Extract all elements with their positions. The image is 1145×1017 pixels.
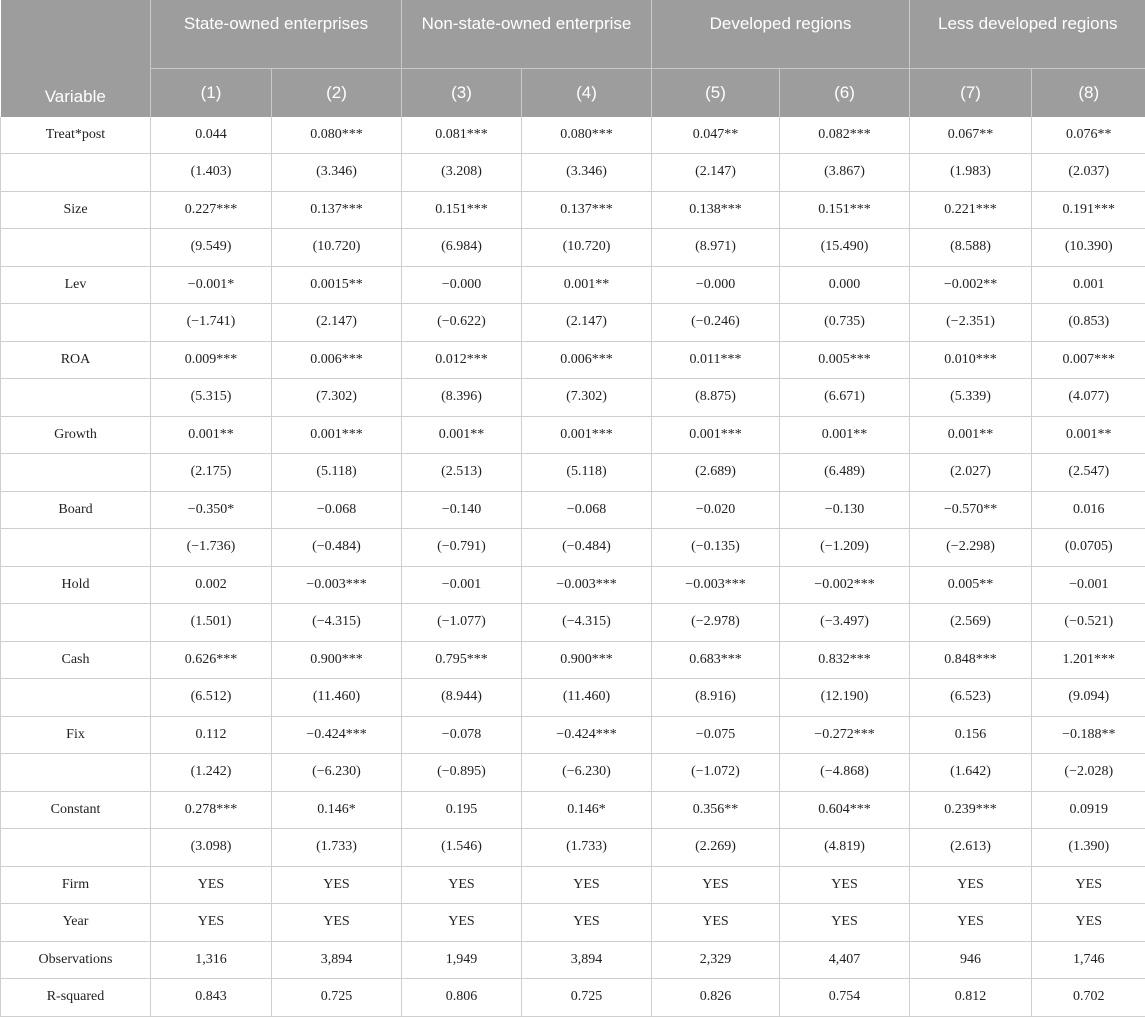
row-label: Growth: [1, 416, 151, 454]
table-cell: 0.001: [1032, 266, 1145, 304]
table-cell: 0.626***: [151, 641, 272, 679]
table-cell: −0.078: [402, 716, 522, 754]
row-label: [1, 454, 151, 492]
table-cell: (3.208): [402, 154, 522, 192]
table-cell: (−0.895): [402, 754, 522, 792]
table-cell: −0.001: [402, 566, 522, 604]
table-cell: (7.302): [522, 379, 652, 417]
table-cell: (1.390): [1032, 829, 1145, 867]
row-label: [1, 379, 151, 417]
table-cell: −0.002**: [910, 266, 1032, 304]
table-cell: 946: [910, 941, 1032, 979]
table-cell: (6.984): [402, 229, 522, 267]
table-body: [1, 117, 1145, 1017]
table-cell: −0.424***: [522, 716, 652, 754]
table-cell: YES: [1032, 904, 1145, 942]
column-header-3: (3): [402, 68, 522, 117]
table-cell: (5.118): [522, 454, 652, 492]
table-cell: (10.720): [522, 229, 652, 267]
row-label: Observations: [1, 941, 151, 979]
table-cell: (−6.230): [272, 754, 402, 792]
table-row: [1, 379, 1145, 417]
table-cell: YES: [272, 866, 402, 904]
table-cell: (−2.978): [652, 604, 780, 642]
table-cell: 0.826: [652, 979, 780, 1017]
row-label: Fix: [1, 716, 151, 754]
table-row: [1, 191, 1145, 229]
table-cell: (9.549): [151, 229, 272, 267]
table-cell: 0.146*: [522, 791, 652, 829]
table-header: [1, 0, 1145, 117]
table-cell: 0.156: [910, 716, 1032, 754]
row-label: Hold: [1, 566, 151, 604]
table-cell: (−4.315): [272, 604, 402, 642]
table-cell: 0.604***: [780, 791, 910, 829]
table-cell: YES: [780, 904, 910, 942]
column-number-row: [1, 68, 1145, 117]
table-cell: (1.501): [151, 604, 272, 642]
table-cell: 3,894: [522, 941, 652, 979]
table-cell: (5.339): [910, 379, 1032, 417]
table-cell: (0.0705): [1032, 529, 1145, 567]
table-cell: (2.175): [151, 454, 272, 492]
table-cell: (2.569): [910, 604, 1032, 642]
table-cell: YES: [652, 904, 780, 942]
table-row: [1, 791, 1145, 829]
table-cell: 0.081***: [402, 117, 522, 154]
table-row: [1, 529, 1145, 567]
table-cell: 0.006***: [522, 341, 652, 379]
table-cell: 0.001***: [272, 416, 402, 454]
row-label: R-squared: [1, 979, 151, 1017]
table-cell: (12.190): [780, 679, 910, 717]
table-cell: 0.806: [402, 979, 522, 1017]
table-cell: −0.140: [402, 491, 522, 529]
table-cell: 0.001***: [652, 416, 780, 454]
table-cell: 0.001**: [1032, 416, 1145, 454]
table-cell: 0.001**: [780, 416, 910, 454]
table-cell: 0.191***: [1032, 191, 1145, 229]
table-cell: 0.702: [1032, 979, 1145, 1017]
row-label: Size: [1, 191, 151, 229]
table-cell: (1.242): [151, 754, 272, 792]
table-cell: −0.000: [402, 266, 522, 304]
table-cell: 0.900***: [522, 641, 652, 679]
table-cell: 0.007***: [1032, 341, 1145, 379]
table-cell: (8.875): [652, 379, 780, 417]
table-cell: 0.795***: [402, 641, 522, 679]
table-cell: (10.390): [1032, 229, 1145, 267]
column-header-4: (4): [522, 68, 652, 117]
table-row: [1, 641, 1145, 679]
table-cell: 0.138***: [652, 191, 780, 229]
table-cell: (−2.351): [910, 304, 1032, 342]
table-cell: YES: [151, 904, 272, 942]
table-cell: −0.020: [652, 491, 780, 529]
row-label: Board: [1, 491, 151, 529]
table-cell: (2.513): [402, 454, 522, 492]
table-cell: (6.512): [151, 679, 272, 717]
group-header-non-state-owned: Non-state-owned enterprise: [402, 0, 652, 68]
group-header-developed: Developed regions: [652, 0, 910, 68]
column-header-7: (7): [910, 68, 1032, 117]
table-cell: YES: [402, 904, 522, 942]
table-cell: (−0.622): [402, 304, 522, 342]
table-cell: (−0.791): [402, 529, 522, 567]
table-cell: (−4.315): [522, 604, 652, 642]
table-cell: 0.0919: [1032, 791, 1145, 829]
table-cell: (1.642): [910, 754, 1032, 792]
column-header-1: (1): [151, 68, 272, 117]
table-cell: (−1.077): [402, 604, 522, 642]
table-row: [1, 566, 1145, 604]
table-cell: 0.002: [151, 566, 272, 604]
table-cell: (2.547): [1032, 454, 1145, 492]
table-cell: 0.047**: [652, 117, 780, 154]
table-row: [1, 416, 1145, 454]
table-row: [1, 979, 1145, 1017]
table-cell: 0.112: [151, 716, 272, 754]
table-cell: 0.151***: [402, 191, 522, 229]
table-cell: −0.068: [272, 491, 402, 529]
table-cell: YES: [402, 866, 522, 904]
table-cell: (−2.298): [910, 529, 1032, 567]
table-cell: (−0.135): [652, 529, 780, 567]
table-cell: 0.221***: [910, 191, 1032, 229]
table-cell: (−0.484): [522, 529, 652, 567]
table-cell: (−0.484): [272, 529, 402, 567]
group-header-state-owned: State-owned enterprises: [151, 0, 402, 68]
table-cell: (2.147): [652, 154, 780, 192]
table-row: [1, 866, 1145, 904]
table-cell: 0.001**: [402, 416, 522, 454]
table-cell: (6.523): [910, 679, 1032, 717]
row-label: Cash: [1, 641, 151, 679]
table-cell: 0.725: [522, 979, 652, 1017]
table-cell: 0.151***: [780, 191, 910, 229]
table-cell: (8.971): [652, 229, 780, 267]
table-row: [1, 679, 1145, 717]
table-cell: −0.000: [652, 266, 780, 304]
table-cell: 0.725: [272, 979, 402, 1017]
table-cell: (8.588): [910, 229, 1032, 267]
table-cell: (0.735): [780, 304, 910, 342]
table-cell: (1.546): [402, 829, 522, 867]
table-cell: −0.075: [652, 716, 780, 754]
table-cell: 0.080***: [522, 117, 652, 154]
table-cell: (8.396): [402, 379, 522, 417]
table-cell: −0.272***: [780, 716, 910, 754]
table-cell: 0.012***: [402, 341, 522, 379]
table-cell: 0.0015**: [272, 266, 402, 304]
table-cell: (2.147): [522, 304, 652, 342]
group-header-less-developed: Less developed regions: [910, 0, 1145, 68]
table-cell: 0.356**: [652, 791, 780, 829]
table-cell: 0.001**: [522, 266, 652, 304]
variable-header: Variable: [1, 0, 151, 117]
table-cell: (5.315): [151, 379, 272, 417]
table-cell: 0.832***: [780, 641, 910, 679]
table-cell: 0.278***: [151, 791, 272, 829]
table-cell: 0.067**: [910, 117, 1032, 154]
table-cell: (15.490): [780, 229, 910, 267]
column-header-6: (6): [780, 68, 910, 117]
table-cell: 2,329: [652, 941, 780, 979]
table-cell: YES: [522, 904, 652, 942]
table-row: [1, 117, 1145, 154]
table-cell: YES: [910, 904, 1032, 942]
table-cell: 0.812: [910, 979, 1032, 1017]
table-cell: −0.003***: [272, 566, 402, 604]
table-cell: YES: [151, 866, 272, 904]
table-cell: 0.005***: [780, 341, 910, 379]
table-cell: (−1.209): [780, 529, 910, 567]
table-cell: 1.201***: [1032, 641, 1145, 679]
table-cell: −0.068: [522, 491, 652, 529]
table-cell: 0.137***: [272, 191, 402, 229]
table-cell: 3,894: [272, 941, 402, 979]
table-cell: (−2.028): [1032, 754, 1145, 792]
row-label: [1, 154, 151, 192]
table-cell: (−0.521): [1032, 604, 1145, 642]
table-cell: 0.000: [780, 266, 910, 304]
table-cell: −0.002***: [780, 566, 910, 604]
table-row: [1, 341, 1145, 379]
table-cell: 0.006***: [272, 341, 402, 379]
table-cell: (9.094): [1032, 679, 1145, 717]
table-cell: YES: [910, 866, 1032, 904]
table-cell: 0.001**: [151, 416, 272, 454]
table-cell: 0.016: [1032, 491, 1145, 529]
table-cell: −0.003***: [522, 566, 652, 604]
table-cell: (−3.497): [780, 604, 910, 642]
table-cell: 0.010***: [910, 341, 1032, 379]
table-cell: (−4.868): [780, 754, 910, 792]
table-cell: (2.269): [652, 829, 780, 867]
table-cell: (6.671): [780, 379, 910, 417]
table-row: [1, 829, 1145, 867]
table-cell: −0.350*: [151, 491, 272, 529]
table-cell: (8.944): [402, 679, 522, 717]
table-cell: (1.983): [910, 154, 1032, 192]
table-cell: −0.001*: [151, 266, 272, 304]
table-row: [1, 491, 1145, 529]
table-row: [1, 604, 1145, 642]
table-cell: (−1.741): [151, 304, 272, 342]
table-row: [1, 154, 1145, 192]
table-row: [1, 229, 1145, 267]
table-cell: YES: [522, 866, 652, 904]
table-cell: (10.720): [272, 229, 402, 267]
table-cell: 0.848***: [910, 641, 1032, 679]
table-cell: (−1.736): [151, 529, 272, 567]
table-cell: 1,746: [1032, 941, 1145, 979]
table-cell: (11.460): [272, 679, 402, 717]
row-label: [1, 679, 151, 717]
table-cell: (3.867): [780, 154, 910, 192]
row-label: Lev: [1, 266, 151, 304]
table-cell: 1,316: [151, 941, 272, 979]
table-cell: (8.916): [652, 679, 780, 717]
table-cell: (3.346): [522, 154, 652, 192]
table-cell: (−1.072): [652, 754, 780, 792]
table-cell: (3.098): [151, 829, 272, 867]
table-cell: (11.460): [522, 679, 652, 717]
row-label: [1, 529, 151, 567]
table-cell: 0.044: [151, 117, 272, 154]
table-cell: 0.001**: [910, 416, 1032, 454]
table-cell: 0.009***: [151, 341, 272, 379]
table-cell: 0.146*: [272, 791, 402, 829]
table-cell: 0.195: [402, 791, 522, 829]
table-cell: (1.733): [522, 829, 652, 867]
table-cell: (5.118): [272, 454, 402, 492]
row-label: Year: [1, 904, 151, 942]
table-row: [1, 716, 1145, 754]
row-label: Treat*post: [1, 117, 151, 154]
table-cell: (1.733): [272, 829, 402, 867]
table-cell: 0.683***: [652, 641, 780, 679]
table-row: [1, 304, 1145, 342]
table-cell: (4.819): [780, 829, 910, 867]
table-cell: 1,949: [402, 941, 522, 979]
column-header-5: (5): [652, 68, 780, 117]
table-cell: (1.403): [151, 154, 272, 192]
table-cell: (−6.230): [522, 754, 652, 792]
table-cell: 0.076**: [1032, 117, 1145, 154]
table-cell: 0.843: [151, 979, 272, 1017]
row-label: [1, 229, 151, 267]
row-label: Constant: [1, 791, 151, 829]
table-cell: (2.027): [910, 454, 1032, 492]
table-cell: −0.130: [780, 491, 910, 529]
table-cell: (7.302): [272, 379, 402, 417]
table-row: [1, 266, 1145, 304]
table-cell: 0.239***: [910, 791, 1032, 829]
table-cell: (2.689): [652, 454, 780, 492]
table-cell: (3.346): [272, 154, 402, 192]
table-row: [1, 904, 1145, 942]
table-cell: 4,407: [780, 941, 910, 979]
table-cell: (6.489): [780, 454, 910, 492]
row-label: [1, 604, 151, 642]
table-cell: −0.003***: [652, 566, 780, 604]
table-cell: (0.853): [1032, 304, 1145, 342]
table-cell: −0.001: [1032, 566, 1145, 604]
row-label: [1, 304, 151, 342]
table-cell: 0.011***: [652, 341, 780, 379]
table-cell: 0.005**: [910, 566, 1032, 604]
table-cell: 0.082***: [780, 117, 910, 154]
table-row: [1, 941, 1145, 979]
table-cell: (−0.246): [652, 304, 780, 342]
table-cell: 0.137***: [522, 191, 652, 229]
table-cell: 0.227***: [151, 191, 272, 229]
table-cell: YES: [1032, 866, 1145, 904]
row-label: [1, 829, 151, 867]
table-cell: (2.037): [1032, 154, 1145, 192]
table-cell: 0.001***: [522, 416, 652, 454]
column-header-2: (2): [272, 68, 402, 117]
table-cell: YES: [780, 866, 910, 904]
table-cell: −0.424***: [272, 716, 402, 754]
table-cell: (2.147): [272, 304, 402, 342]
table-cell: −0.570**: [910, 491, 1032, 529]
table-cell: (4.077): [1032, 379, 1145, 417]
table-cell: YES: [652, 866, 780, 904]
table-cell: (2.613): [910, 829, 1032, 867]
row-label: ROA: [1, 341, 151, 379]
table-cell: −0.188**: [1032, 716, 1145, 754]
row-label: Firm: [1, 866, 151, 904]
table-row: [1, 454, 1145, 492]
table-cell: YES: [272, 904, 402, 942]
table-cell: 0.900***: [272, 641, 402, 679]
group-header-row: [1, 0, 1145, 68]
table-row: [1, 754, 1145, 792]
column-header-8: (8): [1032, 68, 1145, 117]
table-cell: 0.080***: [272, 117, 402, 154]
row-label: [1, 754, 151, 792]
table-cell: 0.754: [780, 979, 910, 1017]
